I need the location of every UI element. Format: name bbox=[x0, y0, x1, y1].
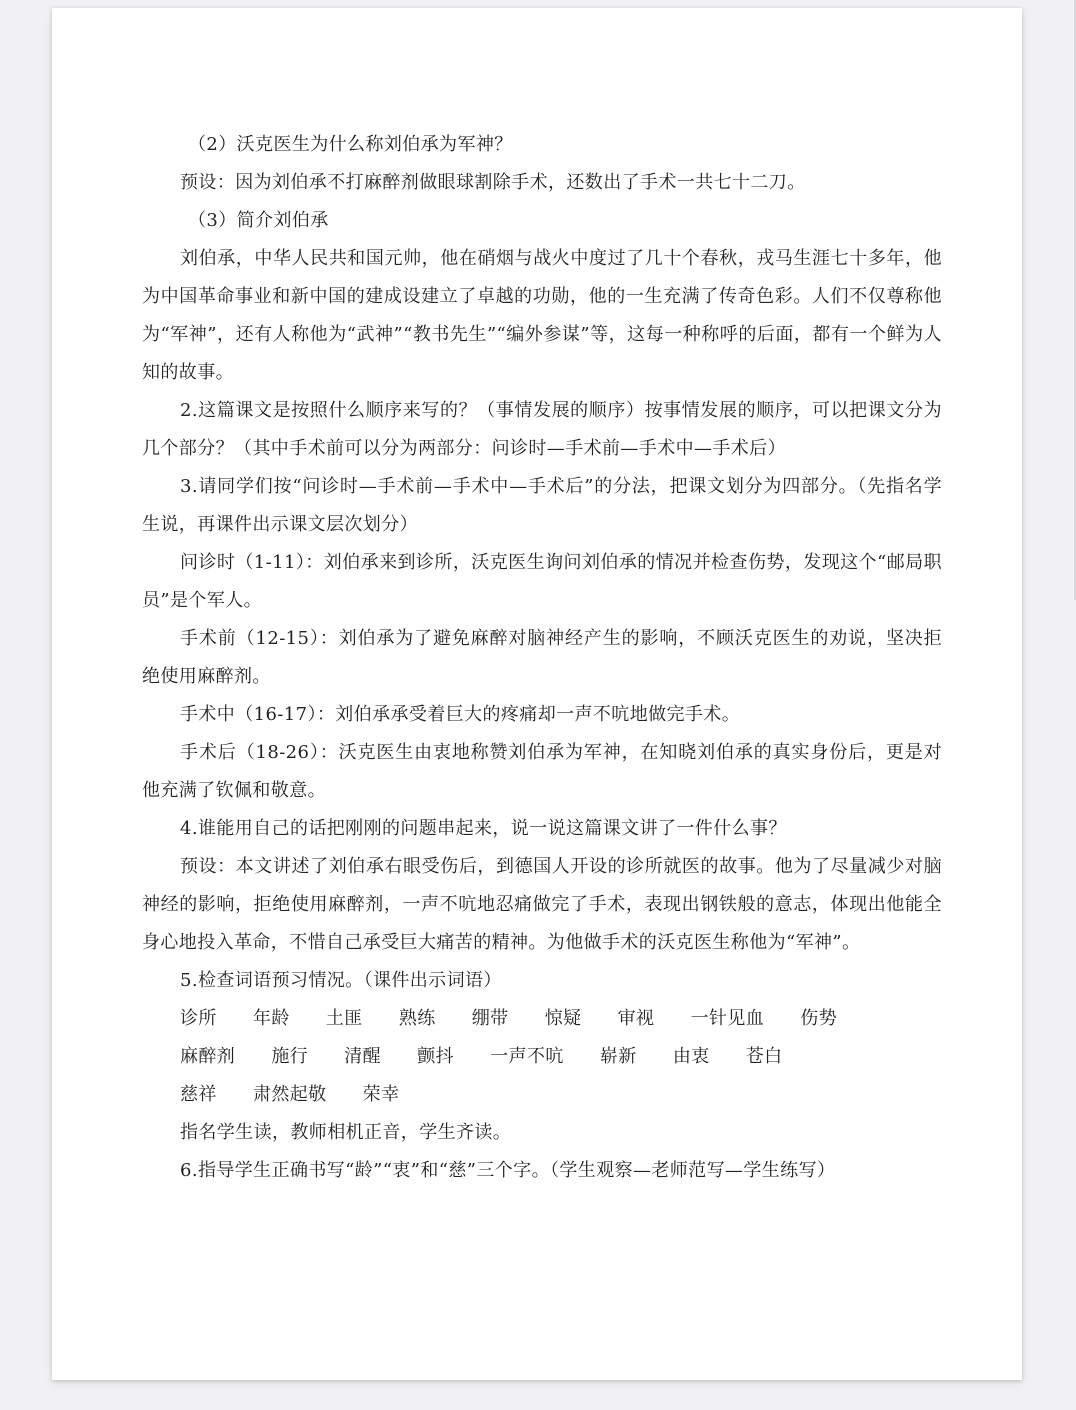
vocab-word: 诊所 bbox=[180, 1008, 217, 1029]
vocab-word: 清醒 bbox=[344, 1046, 382, 1067]
question-2: （2）沃克医生为什么称刘伯承为军神？ bbox=[188, 134, 513, 155]
vocab-word: 肃然起敬 bbox=[252, 1084, 327, 1105]
part-3-paragraph: 手术中（16-17）：刘伯承承受着巨大的疼痛却一声不吭地做完手术。 bbox=[180, 704, 741, 725]
part-4-paragraph: 手术后（18-26）：沃克医生由衷地称赞刘伯承为军神，在知晓刘伯承的真实身份后，更是对他充满了钦佩和敬意。 bbox=[142, 742, 942, 801]
vocab-word: 伤势 bbox=[800, 1008, 838, 1029]
step-5-paragraph: 5.检查词语预习情况。（课件出示词语） bbox=[180, 970, 502, 991]
vocab-word: 一针见血 bbox=[690, 1008, 765, 1029]
vocab-word: 苍白 bbox=[745, 1046, 783, 1067]
vocab-word: 麻醉剂 bbox=[180, 1046, 236, 1067]
read-instruction: 指名学生读，教师相机正音，学生齐读。 bbox=[180, 1122, 512, 1143]
vocab-word: 年龄 bbox=[252, 1008, 290, 1029]
document-page bbox=[52, 8, 1022, 1380]
part-1-paragraph: 问诊时（1-11）：刘伯承来到诊所，沃克医生询问刘伯承的情况并检查伤势，发现这个“邮局职员”是个军人。 bbox=[142, 552, 942, 611]
part-2-paragraph: 手术前（12-15）：刘伯承为了避免麻醉对脑神经产生的影响，不顾沃克医生的劝说，坚决拒绝使用麻醉剂。 bbox=[142, 628, 942, 687]
question-3: （3）简介刘伯承 bbox=[188, 210, 329, 231]
vocab-word: 颤抖 bbox=[417, 1046, 455, 1067]
vocab-word: 一声不吭 bbox=[490, 1046, 564, 1067]
vocab-word: 崭新 bbox=[599, 1046, 637, 1067]
document-body bbox=[142, 126, 942, 1190]
biography-paragraph: 刘伯承，中华人民共和国元帅，他在硝烟与战火中度过了几十个春秋，戎马生涯七十多年，他为中国革命事业和新中国的建成设建立了卓越的功勋，他的一生充满了传奇色彩。人们不仅尊称他为“军神”，还有人称他为“武神”“教书先生”“编外参谋”等，这每一种称呼的后面，都有一个鲜为人知的故事。 bbox=[142, 248, 942, 383]
step-3-paragraph: 3.请同学们按“问诊时—手术前—手术中—手术后”的分法，把课文划分为四部分。（先指名学生说，再课件出示课文层次划分） bbox=[142, 476, 942, 535]
step-6-paragraph: 6.指导学生正确书写“龄”“衷”和“慈”三个字。（学生观察—老师范写—学生练写） bbox=[180, 1160, 836, 1181]
vocab-word: 熟练 bbox=[398, 1008, 436, 1029]
vocab-row-3 bbox=[142, 1076, 942, 1114]
vocab-word: 荣幸 bbox=[362, 1084, 400, 1105]
vocab-word: 慈祥 bbox=[180, 1084, 217, 1105]
vocab-row-1 bbox=[142, 1000, 942, 1038]
vocab-word: 土匪 bbox=[325, 1008, 363, 1029]
vocab-word: 惊疑 bbox=[544, 1008, 582, 1029]
vocab-word: 由衷 bbox=[672, 1046, 710, 1067]
vocab-word: 审视 bbox=[617, 1008, 655, 1029]
step-4-paragraph: 4.谁能用自己的话把刚刚的问题串起来，说一说这篇课文讲了一件什么事？ bbox=[180, 818, 787, 839]
vocab-row-2 bbox=[142, 1038, 942, 1076]
step-4-answer: 预设：本文讲述了刘伯承右眼受伤后，到德国人开设的诊所就医的故事。他为了尽量减少对脑神经的影响，拒绝使用麻醉剂，一声不吭地忍痛做完了手术，表现出钢铁般的意志，体现出他能全身心地投入革命，不惜自己承受巨大痛苦的精神。为他做手术的沃克医生称他为“军神”。 bbox=[142, 856, 942, 953]
step-2-paragraph: 2.这篇课文是按照什么顺序来写的？（事情发展的顺序）按事情发展的顺序，可以把课文分为几个部分？（其中手术前可以分为两部分：问诊时—手术前—手术中—手术后） bbox=[142, 400, 942, 459]
vocab-word: 施行 bbox=[271, 1046, 309, 1067]
question-2-answer: 预设：因为刘伯承不打麻醉剂做眼球割除手术，还数出了手术一共七十二刀。 bbox=[180, 172, 806, 193]
vocab-word: 绷带 bbox=[471, 1008, 509, 1029]
